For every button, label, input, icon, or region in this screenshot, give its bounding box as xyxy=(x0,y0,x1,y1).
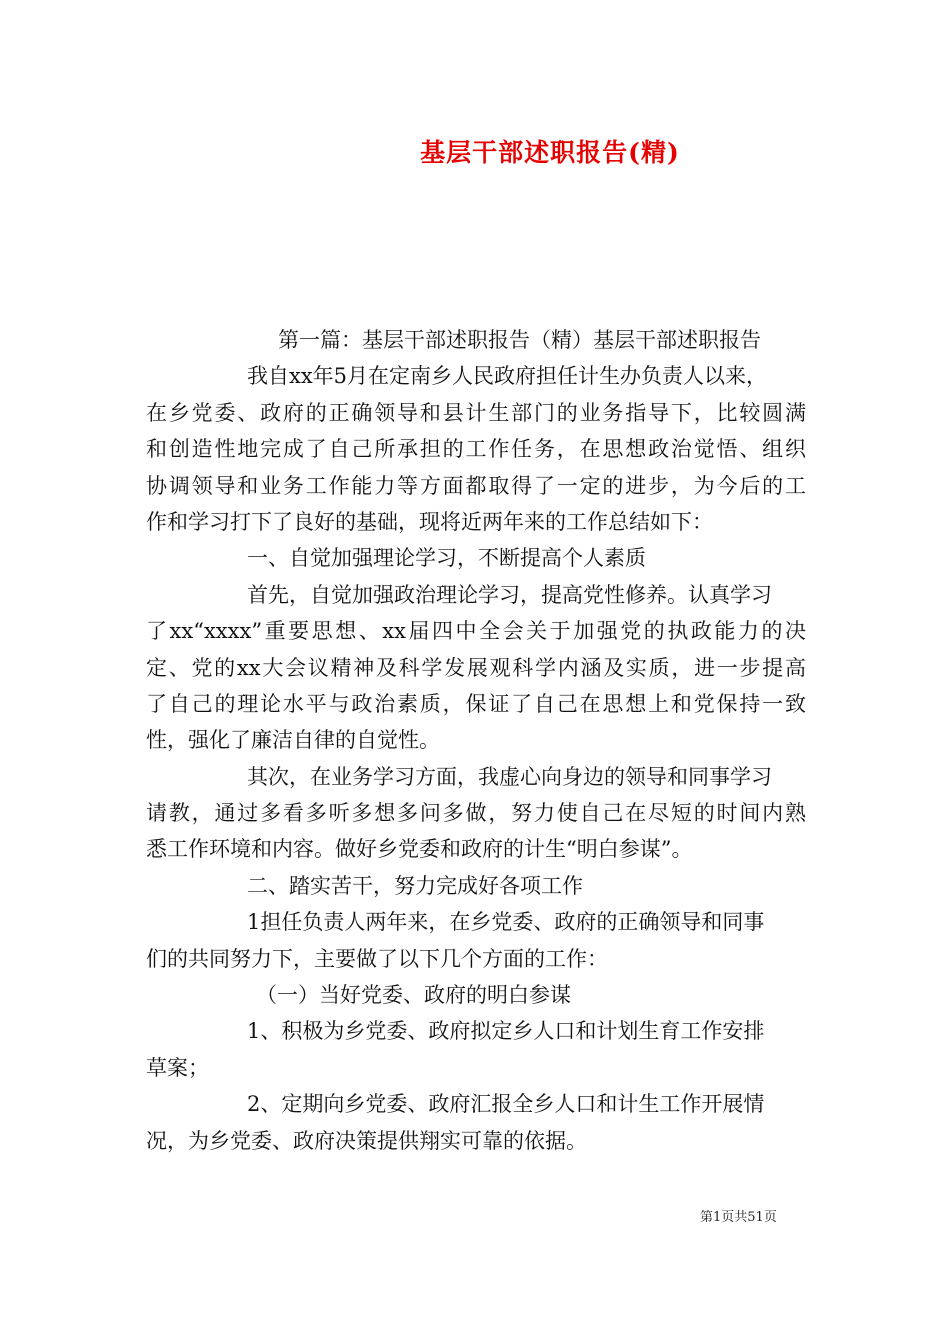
paragraph-line: 在乡党委、政府的正确领导和县计生部门的业务指导下，比较圆满 xyxy=(146,400,806,425)
paragraph-line: 悉工作环境和内容。做好乡党委和政府的计生“明白参谋”。 xyxy=(146,837,693,862)
paragraph-line: 了自己的理论水平与政治素质，保证了自己在思想上和党保持一致 xyxy=(146,691,806,716)
paragraph-line: 况，为乡党委、政府决策提供翔实可靠的依据。 xyxy=(146,1128,587,1153)
document-body xyxy=(146,322,806,1159)
paragraph-line: 定、党的xx大会议精神及科学发展观科学内涵及实质，进一步提高 xyxy=(146,655,806,680)
paragraph-line: 和创造性地完成了自己所承担的工作任务，在思想政治觉悟、组织 xyxy=(146,437,806,462)
paragraph-line: 草案； xyxy=(146,1055,209,1080)
page-number-footer: 第1页共51页 xyxy=(700,1210,777,1225)
paragraph-line: 我自xx年5月在定南乡人民政府担任计生办负责人以来， xyxy=(247,364,768,389)
document-title: 基层干部述职报告(精) xyxy=(420,138,680,167)
paragraph-line: 们的共同努力下，主要做了以下几个方面的工作： xyxy=(146,946,608,971)
paragraph-line: 1担任负责人两年来，在乡党委、政府的正确领导和同事 xyxy=(247,910,765,935)
paragraph-line: 2、定期向乡党委、政府汇报全乡人口和计生工作开展情 xyxy=(247,1092,765,1117)
subheading-line: 一、自觉加强理论学习，不断提高个人素质 xyxy=(247,546,646,571)
paragraph-line: 首先，自觉加强政治理论学习，提高党性修养。认真学习 xyxy=(247,582,772,607)
paragraph-line: 协调领导和业务工作能力等方面都取得了一定的进步，为今后的工 xyxy=(146,473,806,498)
paragraph-line: 请教，通过多看多听多想多问多做，努力使自己在尽短的时间内熟 xyxy=(146,801,806,826)
paragraph-line: 其次，在业务学习方面，我虚心向身边的领导和同事学习 xyxy=(247,764,772,789)
paragraph-line: 作和学习打下了良好的基础，现将近两年来的工作总结如下： xyxy=(146,509,713,534)
paragraph-line: 了xx“xxxx”重要思想、xx届四中全会关于加强党的执政能力的决 xyxy=(146,619,806,644)
subheading-line: （一）当好党委、政府的明白参谋 xyxy=(256,983,571,1008)
paragraph-line: 性，强化了廉洁自律的自觉性。 xyxy=(146,728,440,753)
section-heading: 第一篇：基层干部述职报告（精）基层干部述职报告 xyxy=(278,328,761,352)
paragraph-line: 1、积极为乡党委、政府拟定乡人口和计划生育工作安排 xyxy=(247,1019,765,1044)
subheading-line: 二、踏实苦干，努力完成好各项工作 xyxy=(247,873,583,898)
